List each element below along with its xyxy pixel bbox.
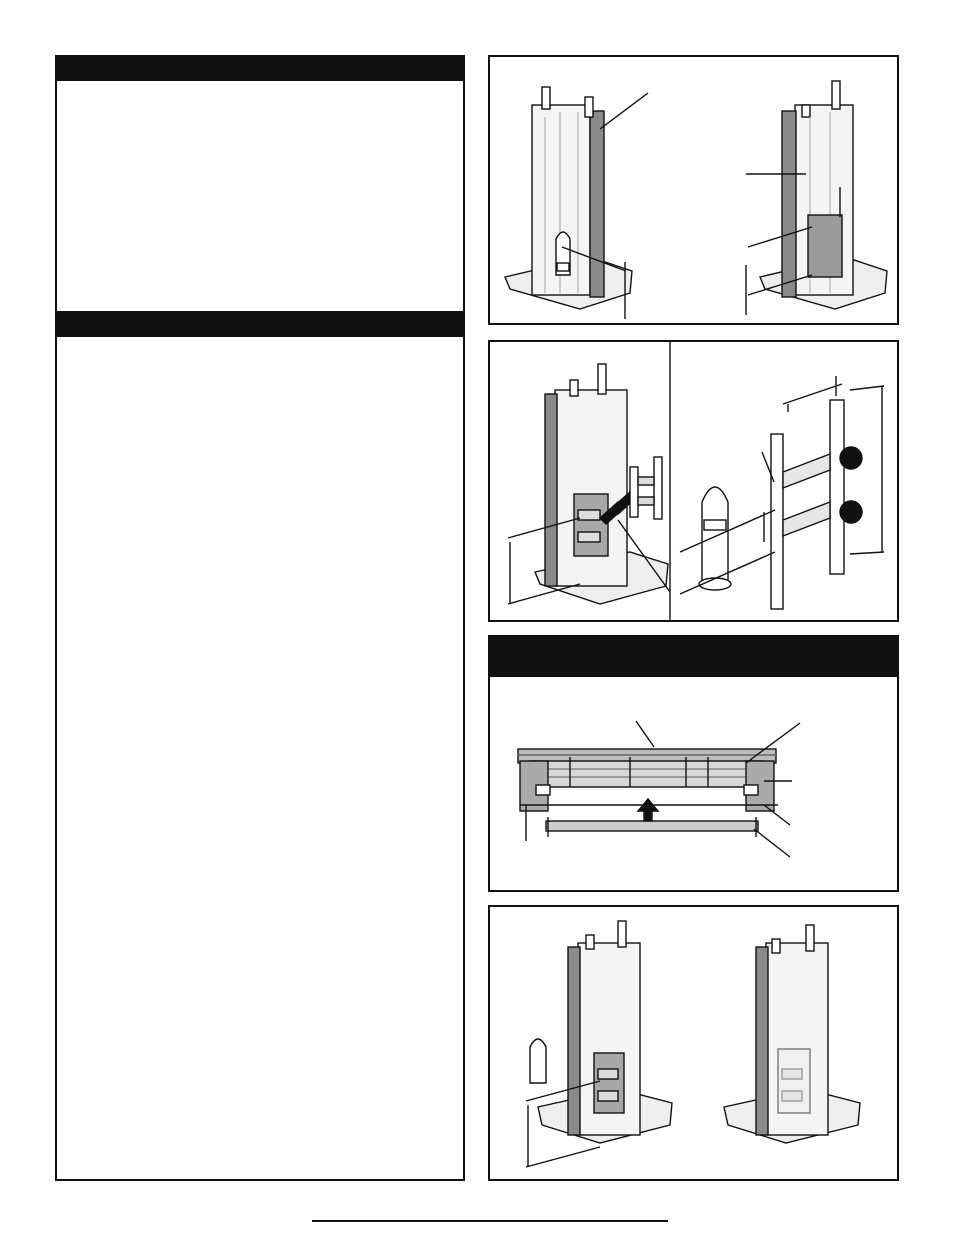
figure-1-illustration (490, 57, 897, 323)
figure-1-panel (488, 55, 899, 325)
footer-rule (312, 1220, 668, 1222)
figure-4-illustration (490, 907, 897, 1179)
section-header-bar (57, 313, 463, 337)
section-title (57, 57, 463, 69)
figure-2-illustration (490, 342, 897, 620)
text-panel-top (55, 55, 465, 313)
figure-3-illustration (490, 637, 897, 890)
figure-4-panel (488, 905, 899, 1181)
section-title (57, 313, 463, 325)
figure-3-panel (488, 635, 899, 892)
figure-2-panel (488, 340, 899, 622)
text-panel-bottom (55, 311, 465, 1181)
section-header-bar (57, 57, 463, 81)
